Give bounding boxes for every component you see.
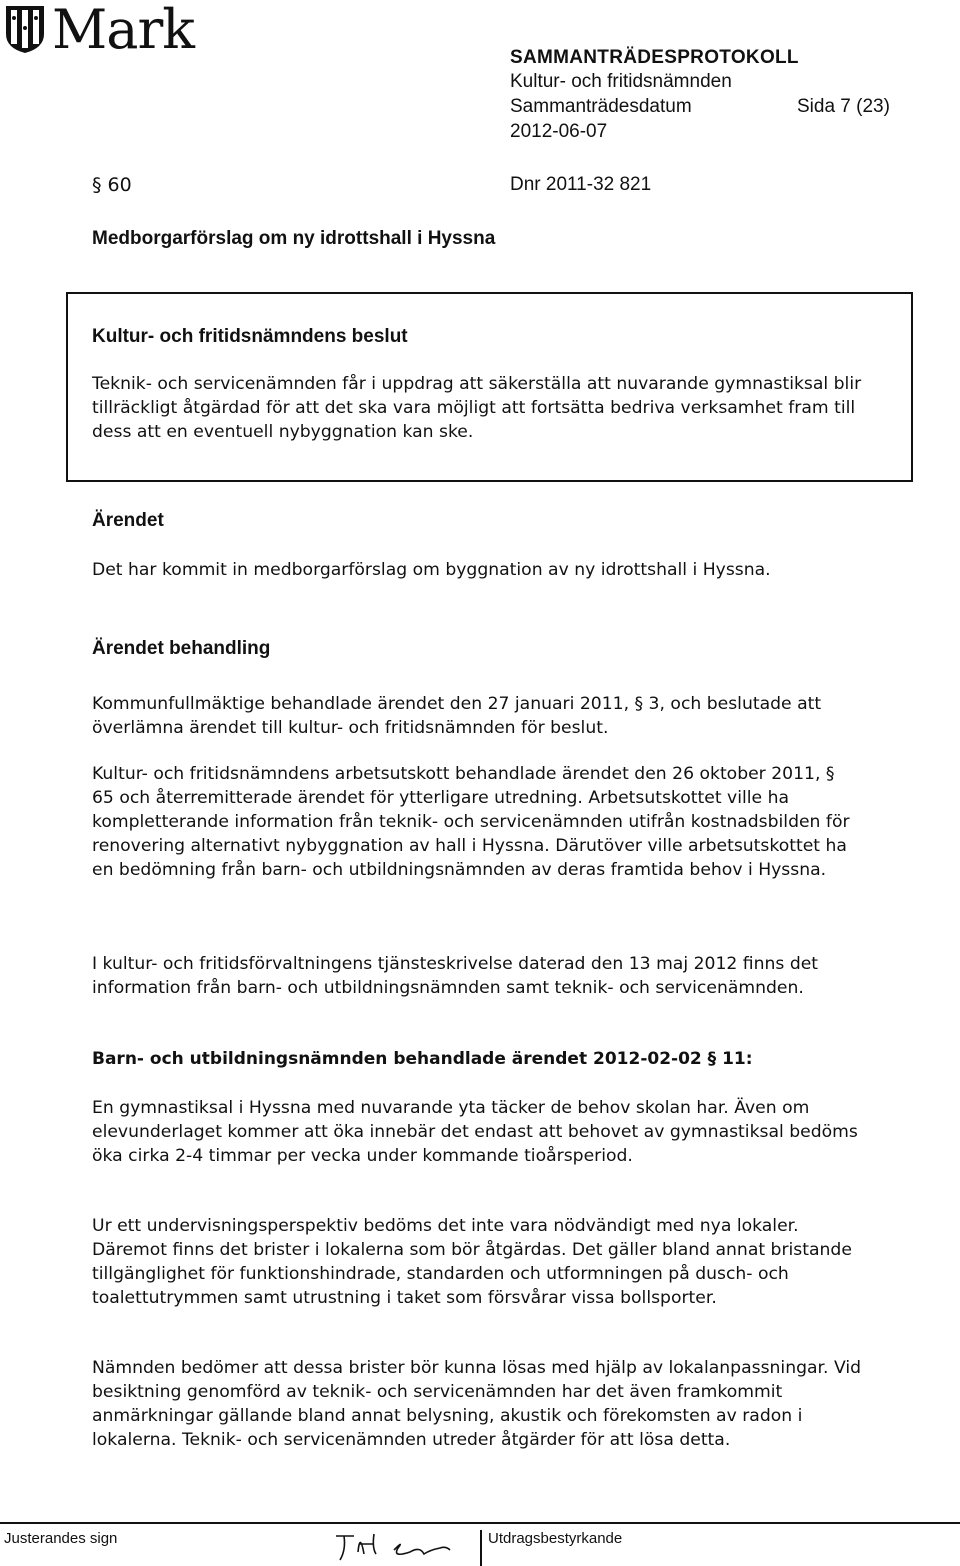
initials-label: Justerandes sign (4, 1530, 118, 1547)
bun-paragraph-2: Ur ett undervisningsperspektiv bedöms det inte vara nödvändigt med nya lokaler. Däremot finns det brister i lokalerna som bör åtgärdas. Det gäller bland annat bristande tillgänglighet för funktionshindrade, standarden och utformningen på dusch- och toalettutrymmen samt utrustning i taket som försvårar vissa bollsporter. (92, 1216, 852, 1308)
case-title: Medborgarförslag om ny idrottshall i Hyssna (92, 228, 496, 249)
paragraph-number: § 60 (92, 174, 132, 196)
municipality-logo (0, 2, 240, 62)
footer-certification-cell (480, 1530, 960, 1566)
bun-paragraph-1: En gymnastiksal i Hyssna med nuvarande yta täcker de behov skolan har. Även om elevunderlaget kommer att öka innebär det endast att behovet av gymnastiksal bedöms öka cirka 2-4 timmar per vecka under kommande tioårsperiod. (92, 1098, 858, 1166)
logo-wordmark: Mark (52, 0, 195, 61)
page-number: Sida 7 (23) (797, 96, 890, 117)
bun-paragraph-3: Nämnden bedömer att dessa brister bör kunna lösas med hjälp av lokalanpassningar. Vid besiktning genomförd av teknik- och servicenämnden har det även framkommit anmärkningar gällande bland annat belysning, akustik och förekomsten av radon i lokalerna. Teknik- och servicenämnden utreder åtgärder för att lösa detta. (92, 1358, 862, 1450)
meeting-date-label: Sammanträdesdatum (510, 96, 692, 117)
decision-heading: Kultur- och fritidsnämndens beslut (92, 326, 408, 347)
behandling-paragraph-3: I kultur- och fritidsförvaltningens tjänsteskrivelse daterad den 13 maj 2012 finns det information från barn- och utbildningsnämnden samt teknik- och servicenämnden. (92, 954, 819, 998)
committee-name: Kultur- och fritidsnämnden (510, 71, 732, 92)
bun-heading: Barn- och utbildningsnämnden behandlade ärendet 2012-02-02 § 11: (92, 1049, 753, 1069)
arendet-heading: Ärendet (92, 510, 164, 531)
behandling-heading: Ärendet behandling (92, 638, 271, 659)
decision-text: Teknik- och servicenämnden får i uppdrag att säkerställa att nuvarande gymnastiksal blir tillräckligt åtgärdad för att det ska vara möjligt att fortsätta bedriva verksamhet fram till dess att en eventuell nybyggnation kan ske. (92, 374, 862, 442)
coat-of-arms-icon (4, 4, 46, 54)
decision-box (66, 292, 913, 482)
document-type: SAMMANTRÄDESPROTOKOLL (510, 47, 799, 68)
initials-signature (330, 1524, 470, 1564)
diary-number: Dnr 2011-32 821 (510, 174, 652, 195)
meeting-date: 2012-06-07 (510, 121, 608, 142)
arendet-text: Det har kommit in medborgarförslag om byggnation av ny idrottshall i Hyssna. (92, 560, 771, 580)
footer-divider (0, 1522, 960, 1524)
behandling-paragraph-1: Kommunfullmäktige behandlade ärendet den 27 januari 2011, § 3, och beslutade att överlämna ärendet till kultur- och fritidsnämnden för beslut. (92, 694, 822, 738)
behandling-paragraph-2: Kultur- och fritidsnämndens arbetsutskott behandlade ärendet den 26 oktober 2011, § 65 och återremitterade ärendet för ytterligare utredning. Arbetsutskottet ville ha kompletterande information från teknik- och servicenämnden utifrån kostnadsbilden för renovering alternativt nybyggnation av hall i Hyssna. Därutöver ville arbetsutskottet ha en bedömning från barn- och utbildningsnämnden av deras framtida behov i Hyssna. (92, 764, 850, 880)
certification-label: Utdragsbestyrkande (488, 1530, 623, 1547)
